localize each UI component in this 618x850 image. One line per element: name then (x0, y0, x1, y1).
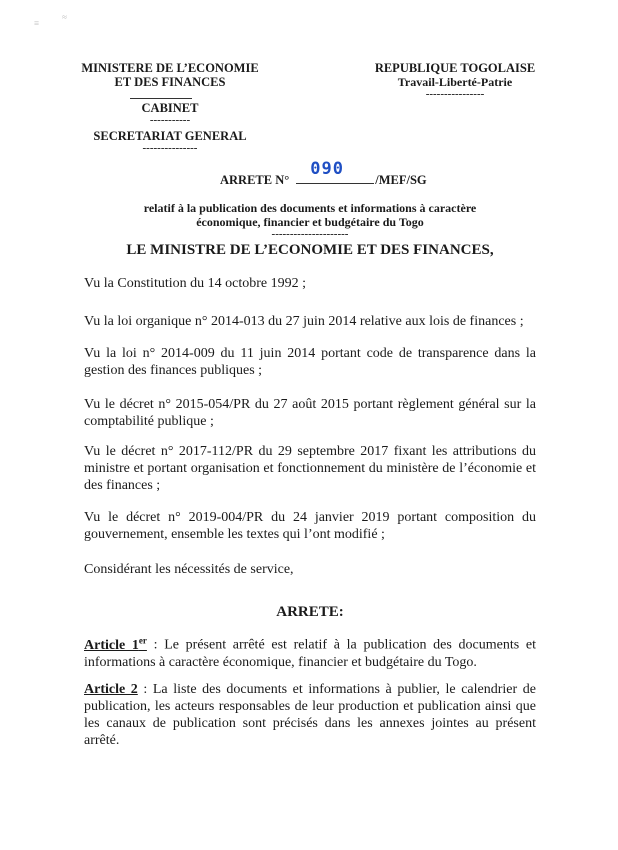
article-2 (84, 681, 536, 749)
visa-paragraph: Vu le décret n° 2019-004/PR du 24 janvier 2019 portant composition du gouvernement, ensemble les textes qui l’ont modifié ; (84, 510, 536, 542)
national-motto: Travail-Liberté-Patrie (397, 75, 513, 89)
arrete-heading: ARRETE: (276, 604, 344, 620)
article-1-label: Article 1er (84, 635, 147, 653)
visa-paragraph: Vu le décret n° 2015-054/PR du 27 août 2015 portant règlement général sur la comptabilité publique ; (84, 397, 536, 429)
header-right (355, 61, 555, 99)
article-2-text: : La liste des documents et informations à publier, le calendrier de publication, les acteurs responsables de leur production et publication ainsi que les canaux de publication sont précisés dans les annexes jointes au présent arrêté. (84, 682, 536, 748)
ministry-name-line1: MINISTERE DE L’ECONOMIE (81, 61, 259, 75)
scan-mark: ≈ (62, 12, 67, 22)
header-left (70, 61, 270, 89)
arrete-number-field (296, 159, 374, 184)
scan-mark: ≡ (34, 18, 40, 28)
considering-paragraph: Considérant les nécessités de service, (84, 562, 294, 577)
subject-line1: relatif à la publication des documents et informations à caractère (143, 201, 477, 215)
subject-block (110, 201, 510, 239)
visa-paragraph: Vu la loi organique n° 2014-013 du 27 juin 2014 relative aux lois de finances ; (84, 314, 524, 329)
visa-paragraph: Vu le décret n° 2017-112/PR du 29 septembre 2017 fixant les attributions du ministre et portant organisation et fonctionnement du ministère de l’économie et des finances ; (84, 444, 536, 493)
secretariat-block (70, 129, 270, 153)
secretariat-dashes: --------------- (142, 142, 198, 154)
motto-dashes: ---------------- (425, 88, 485, 100)
visa-paragraph: Vu la Constitution du 14 octobre 1992 ; (84, 276, 306, 291)
subject-line2: économique, financier et budgétaire du Togo (196, 215, 424, 229)
cabinet-block (70, 101, 270, 125)
article-1 (84, 632, 536, 671)
republic-name: REPUBLIQUE TOGOLAISE (374, 61, 536, 75)
arrete-number-line (220, 159, 460, 189)
arrete-prefix: ARRETE N° (220, 173, 290, 187)
visa-paragraph: Vu la loi n° 2014-009 du 11 juin 2014 portant code de transparence dans la gestion des finances publiques ; (84, 346, 536, 378)
subject-dashes: --------------------- (271, 228, 349, 240)
secretariat-label: SECRETARIAT GENERAL (93, 129, 247, 143)
minister-title: LE MINISTRE DE L’ECONOMIE ET DES FINANCES, (126, 242, 494, 258)
ministry-name-line2: ET DES FINANCES (114, 75, 226, 89)
arrete-suffix: /MEF/SG (375, 173, 427, 187)
article-2-label: Article 2 (84, 682, 138, 697)
cabinet-label: CABINET (141, 101, 199, 115)
cabinet-dashes: ----------- (149, 114, 191, 126)
header-divider (130, 98, 192, 99)
article-1-text: : Le présent arrêté est relatif à la publication des documents et informations à caractère économique, financier et budgétaire du Togo. (84, 637, 536, 670)
handwritten-number: 090 (310, 159, 344, 179)
